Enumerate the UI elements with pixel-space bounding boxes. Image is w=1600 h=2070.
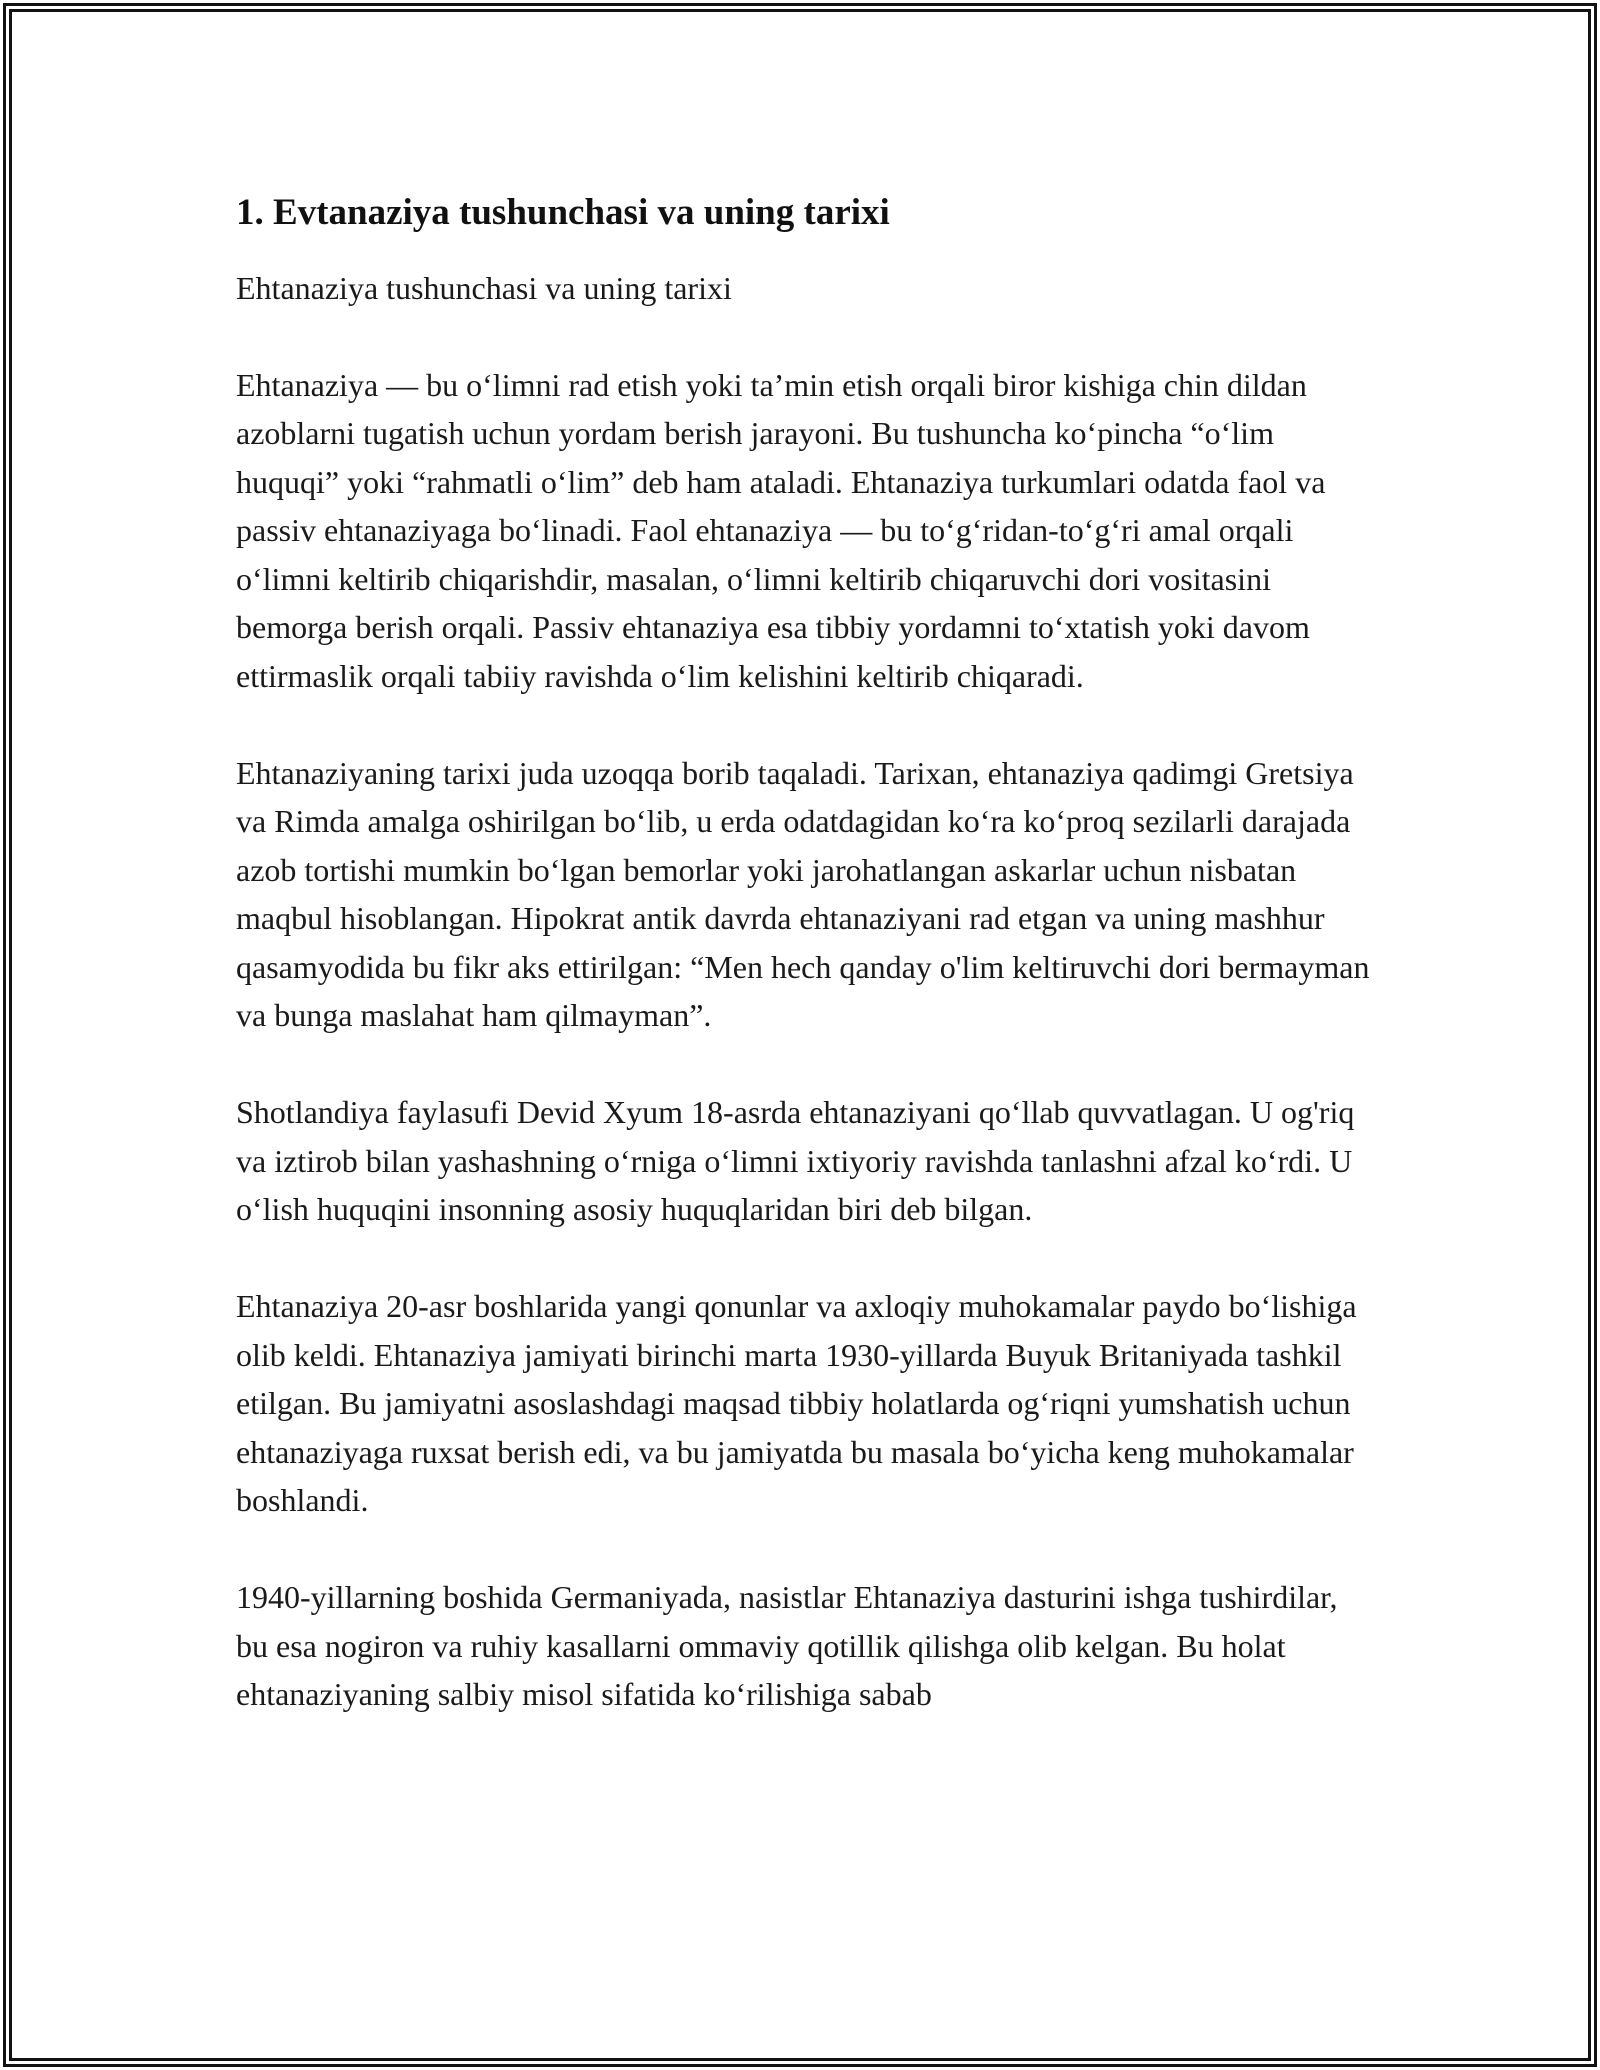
paragraph-history: Ehtanaziyaning tarixi juda uzoqqa borib taqaladi. Tarixan, ehtanaziya qadimgi Gretsiya va Rimda amalga oshirilgan boʻlib, u erda odatdagidan koʻra koʻproq sezilarli darajada azob tortishi mumkin boʻlgan bemorlar yoki jarohatlangan askarlar uchun nisbatan maqbul hisoblangan. Hipokrat antik davrda ehtanaziyani rad etgan va uning mashhur qasamyodida bu fikr aks ettirilgan: “Men hech qanday o'lim keltiruvchi dori bermayman va bunga maslahat ham qilmayman”. xyxy=(236,754,1370,1033)
paragraph-definition: Ehtanaziya — bu oʻlimni rad etish yoki taʼmin etish orqali biror kishiga chin dildan azoblarni tugatish uchun yordam berish jarayoni. Bu tushuncha koʻpincha “oʻlim huquqi” yoki “rahmatli oʻlim” deb ham ataladi. Ehtanaziya turkumlari odatda faol va passiv ehtanaziyaga boʻlinadi. Faol ehtanaziya — bu toʻgʻridan-toʻgʻri amal orqali oʻlimni keltirib chiqarishdir, masalan, oʻlimni keltirib chiqaruvchi dori vositasini bemorga berish orqali. Passiv ehtanaziya esa tibbiy yordamni toʻxtatish yoki davom ettirmaslik orqali tabiiy ravishda oʻlim kelishini keltirib chiqaradi. xyxy=(236,366,1326,694)
paragraph-1940s: 1940-yillarning boshida Germaniyada, nasistlar Ehtanaziya dasturini ishga tushirdilar, bu esa nogiron va ruhiy kasallarni ommaviy qotillik qilishga olib kelgan. Bu holat ehtanaziyaning salbiy misol sifatida koʻrilishiga sabab xyxy=(236,1579,1338,1712)
document-body xyxy=(236,188,1376,1767)
paragraph-hume: Shotlandiya faylasufi Devid Xyum 18-asrda ehtanaziyani qoʻllab quvvatlagan. U og'riq va iztirob bilan yashashning oʻrniga oʻlimni ixtiyoriy ravishda tanlashni afzal koʻrdi. U oʻlish huquqini insonning asosiy huquqlaridan biri deb bilgan. xyxy=(236,1094,1355,1227)
section-heading: 1. Evtanaziya tushunchasi va uning tarixi xyxy=(236,192,890,233)
section-subtitle: Ehtanaziya tushunchasi va uning tarixi xyxy=(236,270,732,306)
paragraph-20th-century: Ehtanaziya 20-asr boshlarida yangi qonunlar va axloqiy muhokamalar paydo boʻlishiga olib keldi. Ehtanaziya jamiyati birinchi marta 1930-yillarda Buyuk Britaniyada tashkil etilgan. Bu jamiyatni asoslashdagi maqsad tibbiy holatlarda ogʻriqni yumshatish uchun ehtanaziyaga ruxsat berish edi, va bu jamiyatda bu masala boʻyicha keng muhokamalar boshlandi. xyxy=(236,1288,1357,1518)
